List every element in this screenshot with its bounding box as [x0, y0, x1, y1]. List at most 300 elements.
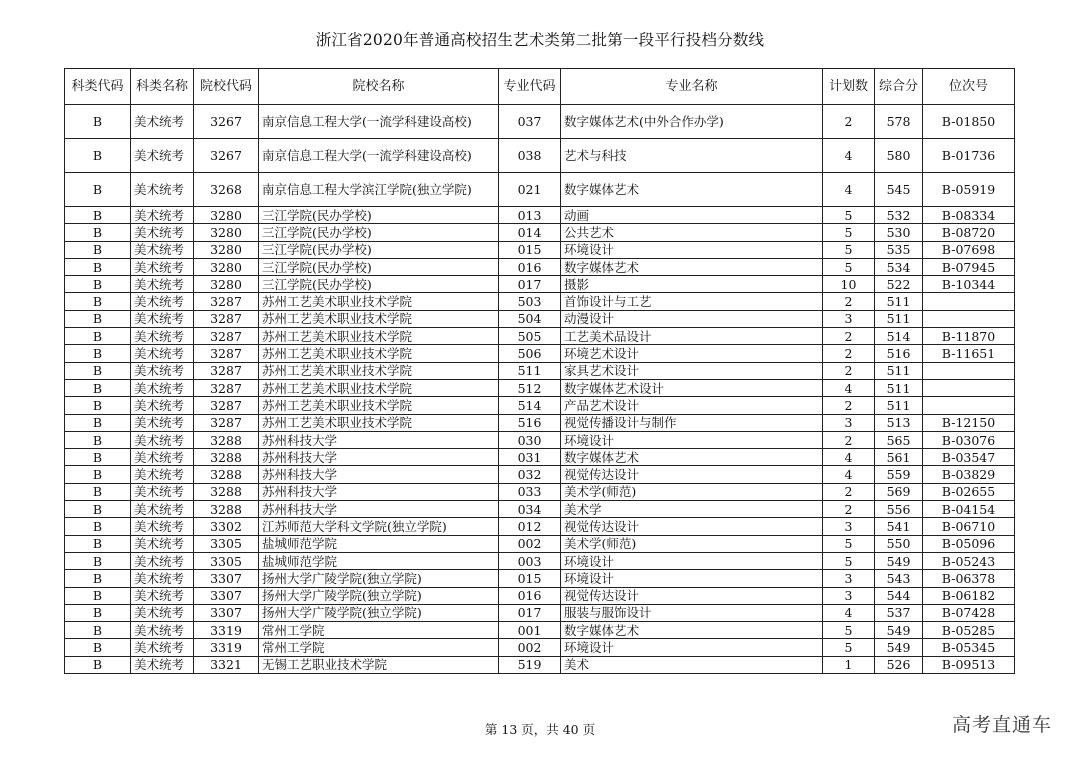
- cell-score: 511: [875, 310, 923, 327]
- cell-category-name: 美术统考: [131, 570, 194, 587]
- cell-school-name: 南京信息工程大学滨江学院(独立学院): [259, 173, 499, 207]
- cell-rank: B-12150: [923, 414, 1015, 431]
- cell-major-name: 数字媒体艺术: [561, 173, 823, 207]
- cell-school-code: 3307: [194, 570, 259, 587]
- cell-major-code: 030: [499, 431, 561, 448]
- header-category-code: 科类代码: [65, 69, 131, 105]
- cell-school-code: 3307: [194, 587, 259, 604]
- cell-plan-count: 2: [823, 293, 875, 310]
- cell-score: 578: [875, 105, 923, 139]
- cell-school-name: 南京信息工程大学(一流学科建设高校): [259, 139, 499, 173]
- cell-major-code: 016: [499, 587, 561, 604]
- cell-rank: B-06378: [923, 570, 1015, 587]
- cell-school-code: 3287: [194, 414, 259, 431]
- cell-category-code: B: [65, 362, 131, 379]
- table-row: [65, 293, 1015, 310]
- cell-plan-count: 5: [823, 535, 875, 552]
- cell-rank: B-03829: [923, 466, 1015, 483]
- cell-major-name: 首饰设计与工艺: [561, 293, 823, 310]
- cell-major-name: 艺术与科技: [561, 139, 823, 173]
- cell-school-name: 苏州工艺美术职业技术学院: [259, 310, 499, 327]
- cell-major-code: 506: [499, 345, 561, 362]
- table-row: [65, 276, 1015, 293]
- cell-major-code: 503: [499, 293, 561, 310]
- cell-rank: B-05285: [923, 622, 1015, 639]
- cell-major-name: 环境设计: [561, 431, 823, 448]
- cell-school-name: 扬州大学广陵学院(独立学院): [259, 587, 499, 604]
- cell-rank: [923, 397, 1015, 414]
- cell-major-code: 001: [499, 622, 561, 639]
- cell-category-code: B: [65, 207, 131, 224]
- cell-school-name: 苏州工艺美术职业技术学院: [259, 414, 499, 431]
- cell-plan-count: 1: [823, 656, 875, 673]
- cell-school-code: 3288: [194, 431, 259, 448]
- cell-major-code: 015: [499, 570, 561, 587]
- cell-major-name: 数字媒体艺术设计: [561, 379, 823, 396]
- cell-category-code: B: [65, 328, 131, 345]
- cell-school-code: 3280: [194, 258, 259, 275]
- admission-score-table: [64, 68, 1015, 674]
- cell-major-code: 002: [499, 535, 561, 552]
- cell-score: 569: [875, 483, 923, 500]
- cell-category-code: B: [65, 431, 131, 448]
- cell-plan-count: 4: [823, 449, 875, 466]
- cell-rank: B-10344: [923, 276, 1015, 293]
- cell-plan-count: 5: [823, 552, 875, 569]
- cell-category-code: B: [65, 345, 131, 362]
- cell-school-code: 3319: [194, 639, 259, 656]
- cell-rank: B-11870: [923, 328, 1015, 345]
- page-title: 浙江省2020年普通高校招生艺术类第二批第一段平行投档分数线: [315, 31, 765, 49]
- watermark: 高考直通车: [951, 714, 1052, 736]
- cell-score: 526: [875, 656, 923, 673]
- cell-school-code: 3287: [194, 345, 259, 362]
- cell-school-code: 3305: [194, 552, 259, 569]
- cell-plan-count: 5: [823, 241, 875, 258]
- cell-major-name: 摄影: [561, 276, 823, 293]
- cell-rank: B-08720: [923, 224, 1015, 241]
- cell-rank: B-06710: [923, 518, 1015, 535]
- cell-category-name: 美术统考: [131, 397, 194, 414]
- cell-school-code: 3287: [194, 362, 259, 379]
- cell-score: 544: [875, 587, 923, 604]
- cell-major-name: 产品艺术设计: [561, 397, 823, 414]
- cell-school-code: 3307: [194, 604, 259, 621]
- cell-plan-count: 4: [823, 173, 875, 207]
- cell-score: 545: [875, 173, 923, 207]
- cell-school-name: 盐城师范学院: [259, 535, 499, 552]
- cell-rank: B-08334: [923, 207, 1015, 224]
- cell-major-name: 公共艺术: [561, 224, 823, 241]
- cell-major-name: 工艺美术品设计: [561, 328, 823, 345]
- cell-plan-count: 2: [823, 397, 875, 414]
- cell-category-code: B: [65, 552, 131, 569]
- cell-major-name: 环境设计: [561, 241, 823, 258]
- table-row: [65, 656, 1015, 673]
- cell-rank: [923, 293, 1015, 310]
- cell-major-name: 美术: [561, 656, 823, 673]
- cell-major-code: 034: [499, 501, 561, 518]
- cell-category-name: 美术统考: [131, 258, 194, 275]
- cell-major-name: 视觉传达设计: [561, 466, 823, 483]
- cell-school-name: 三江学院(民办学校): [259, 207, 499, 224]
- cell-category-code: B: [65, 310, 131, 327]
- header-school-name: 院校名称: [259, 69, 499, 105]
- cell-major-code: 037: [499, 105, 561, 139]
- cell-school-name: 扬州大学广陵学院(独立学院): [259, 570, 499, 587]
- table-row: [65, 224, 1015, 241]
- cell-plan-count: 3: [823, 414, 875, 431]
- cell-plan-count: 4: [823, 139, 875, 173]
- table-row: [65, 414, 1015, 431]
- table-body: [65, 105, 1015, 674]
- cell-major-name: 数字媒体艺术: [561, 449, 823, 466]
- cell-category-code: B: [65, 570, 131, 587]
- cell-school-name: 苏州科技大学: [259, 483, 499, 500]
- table-row: [65, 535, 1015, 552]
- cell-category-name: 美术统考: [131, 587, 194, 604]
- cell-category-name: 美术统考: [131, 328, 194, 345]
- table-header-row: [65, 69, 1015, 105]
- cell-category-code: B: [65, 139, 131, 173]
- cell-school-code: 3280: [194, 207, 259, 224]
- cell-major-name: 动漫设计: [561, 310, 823, 327]
- cell-school-code: 3287: [194, 397, 259, 414]
- cell-plan-count: 5: [823, 207, 875, 224]
- cell-category-name: 美术统考: [131, 276, 194, 293]
- cell-school-name: 苏州工艺美术职业技术学院: [259, 362, 499, 379]
- cell-school-name: 苏州工艺美术职业技术学院: [259, 397, 499, 414]
- cell-category-name: 美术统考: [131, 466, 194, 483]
- cell-category-name: 美术统考: [131, 173, 194, 207]
- table-row: [65, 466, 1015, 483]
- cell-category-code: B: [65, 587, 131, 604]
- cell-school-name: 南京信息工程大学(一流学科建设高校): [259, 105, 499, 139]
- table-row: [65, 483, 1015, 500]
- cell-rank: B-05243: [923, 552, 1015, 569]
- cell-major-name: 家具艺术设计: [561, 362, 823, 379]
- cell-category-name: 美术统考: [131, 345, 194, 362]
- table-row: [65, 622, 1015, 639]
- cell-major-code: 504: [499, 310, 561, 327]
- cell-rank: B-06182: [923, 587, 1015, 604]
- cell-major-name: 视觉传播设计与制作: [561, 414, 823, 431]
- cell-rank: B-07698: [923, 241, 1015, 258]
- cell-major-name: 视觉传达设计: [561, 587, 823, 604]
- cell-category-name: 美术统考: [131, 483, 194, 500]
- table-row: [65, 397, 1015, 414]
- cell-score: 511: [875, 397, 923, 414]
- cell-category-name: 美术统考: [131, 414, 194, 431]
- table-row: [65, 604, 1015, 621]
- cell-category-code: B: [65, 449, 131, 466]
- cell-category-code: B: [65, 518, 131, 535]
- cell-school-name: 无锡工艺职业技术学院: [259, 656, 499, 673]
- cell-major-code: 014: [499, 224, 561, 241]
- cell-rank: [923, 379, 1015, 396]
- cell-category-code: B: [65, 535, 131, 552]
- header-major-code: 专业代码: [499, 69, 561, 105]
- cell-category-code: B: [65, 276, 131, 293]
- cell-major-code: 032: [499, 466, 561, 483]
- cell-score: 535: [875, 241, 923, 258]
- cell-score: 549: [875, 552, 923, 569]
- cell-school-name: 苏州科技大学: [259, 466, 499, 483]
- cell-major-code: 038: [499, 139, 561, 173]
- cell-school-name: 常州工学院: [259, 639, 499, 656]
- table-row: [65, 241, 1015, 258]
- cell-category-code: B: [65, 379, 131, 396]
- cell-score: 549: [875, 639, 923, 656]
- cell-major-code: 015: [499, 241, 561, 258]
- cell-school-code: 3319: [194, 622, 259, 639]
- header-score: 综合分: [875, 69, 923, 105]
- cell-score: 511: [875, 293, 923, 310]
- table-row: [65, 570, 1015, 587]
- cell-plan-count: 3: [823, 518, 875, 535]
- cell-score: 514: [875, 328, 923, 345]
- cell-plan-count: 4: [823, 379, 875, 396]
- cell-score: 565: [875, 431, 923, 448]
- cell-major-code: 012: [499, 518, 561, 535]
- cell-rank: B-03076: [923, 431, 1015, 448]
- cell-score: 532: [875, 207, 923, 224]
- cell-school-name: 苏州科技大学: [259, 431, 499, 448]
- cell-school-code: 3288: [194, 466, 259, 483]
- cell-score: 561: [875, 449, 923, 466]
- cell-score: 549: [875, 622, 923, 639]
- header-category-name: 科类名称: [131, 69, 194, 105]
- cell-major-code: 511: [499, 362, 561, 379]
- cell-plan-count: 4: [823, 604, 875, 621]
- table-row: [65, 518, 1015, 535]
- table-row: [65, 345, 1015, 362]
- table-row: [65, 501, 1015, 518]
- cell-plan-count: 4: [823, 466, 875, 483]
- header-rank: 位次号: [923, 69, 1015, 105]
- cell-major-name: 数字媒体艺术: [561, 258, 823, 275]
- cell-school-name: 苏州工艺美术职业技术学院: [259, 293, 499, 310]
- cell-school-name: 苏州科技大学: [259, 501, 499, 518]
- table-row: [65, 639, 1015, 656]
- cell-rank: [923, 362, 1015, 379]
- cell-plan-count: 2: [823, 501, 875, 518]
- cell-major-code: 514: [499, 397, 561, 414]
- cell-plan-count: 5: [823, 258, 875, 275]
- cell-major-code: 017: [499, 276, 561, 293]
- cell-school-name: 江苏师范大学科文学院(独立学院): [259, 518, 499, 535]
- cell-plan-count: 2: [823, 431, 875, 448]
- header-school-code: 院校代码: [194, 69, 259, 105]
- table-row: [65, 328, 1015, 345]
- table-row: [65, 310, 1015, 327]
- cell-score: 530: [875, 224, 923, 241]
- cell-category-name: 美术统考: [131, 139, 194, 173]
- cell-score: 516: [875, 345, 923, 362]
- cell-school-code: 3287: [194, 293, 259, 310]
- table-row: [65, 379, 1015, 396]
- cell-score: 511: [875, 379, 923, 396]
- cell-school-name: 常州工学院: [259, 622, 499, 639]
- cell-category-code: B: [65, 173, 131, 207]
- cell-category-name: 美术统考: [131, 207, 194, 224]
- cell-major-code: 519: [499, 656, 561, 673]
- cell-plan-count: 10: [823, 276, 875, 293]
- table-row: [65, 552, 1015, 569]
- cell-major-code: 505: [499, 328, 561, 345]
- cell-category-name: 美术统考: [131, 604, 194, 621]
- cell-school-code: 3287: [194, 379, 259, 396]
- cell-major-code: 013: [499, 207, 561, 224]
- cell-plan-count: 5: [823, 224, 875, 241]
- cell-category-name: 美术统考: [131, 656, 194, 673]
- cell-category-code: B: [65, 258, 131, 275]
- cell-score: 522: [875, 276, 923, 293]
- header-major-name: 专业名称: [561, 69, 823, 105]
- cell-score: 541: [875, 518, 923, 535]
- cell-school-name: 苏州科技大学: [259, 449, 499, 466]
- table-row: [65, 173, 1015, 207]
- cell-school-code: 3268: [194, 173, 259, 207]
- cell-plan-count: 2: [823, 345, 875, 362]
- cell-plan-count: 2: [823, 483, 875, 500]
- cell-plan-count: 2: [823, 105, 875, 139]
- cell-category-code: B: [65, 501, 131, 518]
- cell-category-name: 美术统考: [131, 622, 194, 639]
- cell-rank: B-07945: [923, 258, 1015, 275]
- page-number: 第 13 页，共 40 页: [484, 722, 596, 737]
- cell-major-code: 002: [499, 639, 561, 656]
- cell-school-name: 扬州大学广陵学院(独立学院): [259, 604, 499, 621]
- cell-school-code: 3288: [194, 483, 259, 500]
- cell-school-code: 3280: [194, 241, 259, 258]
- cell-score: 550: [875, 535, 923, 552]
- cell-category-code: B: [65, 483, 131, 500]
- cell-major-name: 美术学(师范): [561, 483, 823, 500]
- cell-plan-count: 2: [823, 362, 875, 379]
- cell-school-name: 三江学院(民办学校): [259, 241, 499, 258]
- cell-category-code: B: [65, 414, 131, 431]
- cell-school-name: 三江学院(民办学校): [259, 276, 499, 293]
- cell-major-name: 环境艺术设计: [561, 345, 823, 362]
- cell-plan-count: 2: [823, 328, 875, 345]
- cell-category-name: 美术统考: [131, 501, 194, 518]
- cell-rank: B-04154: [923, 501, 1015, 518]
- cell-rank: B-03547: [923, 449, 1015, 466]
- cell-category-name: 美术统考: [131, 310, 194, 327]
- table-row: [65, 431, 1015, 448]
- cell-category-name: 美术统考: [131, 518, 194, 535]
- cell-category-name: 美术统考: [131, 639, 194, 656]
- cell-major-name: 环境设计: [561, 552, 823, 569]
- cell-category-name: 美术统考: [131, 431, 194, 448]
- cell-school-name: 三江学院(民办学校): [259, 224, 499, 241]
- table-row: [65, 362, 1015, 379]
- cell-school-name: 三江学院(民办学校): [259, 258, 499, 275]
- cell-major-code: 003: [499, 552, 561, 569]
- cell-school-code: 3302: [194, 518, 259, 535]
- cell-score: 511: [875, 362, 923, 379]
- cell-plan-count: 3: [823, 310, 875, 327]
- cell-major-name: 视觉传达设计: [561, 518, 823, 535]
- cell-score: 537: [875, 604, 923, 621]
- cell-category-code: B: [65, 293, 131, 310]
- cell-school-code: 3305: [194, 535, 259, 552]
- table-row: [65, 587, 1015, 604]
- cell-plan-count: 3: [823, 570, 875, 587]
- cell-score: 543: [875, 570, 923, 587]
- cell-major-name: 美术学(师范): [561, 535, 823, 552]
- cell-school-name: 苏州工艺美术职业技术学院: [259, 379, 499, 396]
- cell-school-code: 3288: [194, 449, 259, 466]
- cell-category-code: B: [65, 622, 131, 639]
- table-row: [65, 105, 1015, 139]
- header-plan-count: 计划数: [823, 69, 875, 105]
- cell-category-code: B: [65, 639, 131, 656]
- table-row: [65, 207, 1015, 224]
- cell-rank: [923, 310, 1015, 327]
- cell-category-name: 美术统考: [131, 449, 194, 466]
- cell-score: 559: [875, 466, 923, 483]
- cell-major-name: 数字媒体艺术(中外合作办学): [561, 105, 823, 139]
- cell-major-name: 环境设计: [561, 639, 823, 656]
- cell-major-code: 033: [499, 483, 561, 500]
- cell-rank: B-01850: [923, 105, 1015, 139]
- cell-rank: B-05096: [923, 535, 1015, 552]
- cell-school-code: 3287: [194, 328, 259, 345]
- cell-category-code: B: [65, 241, 131, 258]
- cell-rank: B-02655: [923, 483, 1015, 500]
- cell-score: 513: [875, 414, 923, 431]
- cell-category-code: B: [65, 105, 131, 139]
- cell-plan-count: 3: [823, 587, 875, 604]
- table-row: [65, 449, 1015, 466]
- cell-category-code: B: [65, 224, 131, 241]
- cell-school-name: 苏州工艺美术职业技术学院: [259, 345, 499, 362]
- cell-rank: B-09513: [923, 656, 1015, 673]
- cell-major-code: 021: [499, 173, 561, 207]
- cell-score: 580: [875, 139, 923, 173]
- cell-category-code: B: [65, 466, 131, 483]
- cell-major-name: 环境设计: [561, 570, 823, 587]
- table-row: [65, 258, 1015, 275]
- cell-school-code: 3287: [194, 310, 259, 327]
- cell-category-name: 美术统考: [131, 293, 194, 310]
- cell-category-code: B: [65, 656, 131, 673]
- cell-major-code: 516: [499, 414, 561, 431]
- cell-school-code: 3280: [194, 276, 259, 293]
- cell-plan-count: 5: [823, 639, 875, 656]
- cell-category-name: 美术统考: [131, 224, 194, 241]
- cell-category-name: 美术统考: [131, 241, 194, 258]
- cell-major-name: 数字媒体艺术: [561, 622, 823, 639]
- cell-major-code: 016: [499, 258, 561, 275]
- cell-category-name: 美术统考: [131, 379, 194, 396]
- cell-major-name: 动画: [561, 207, 823, 224]
- cell-school-name: 苏州工艺美术职业技术学院: [259, 328, 499, 345]
- cell-category-code: B: [65, 397, 131, 414]
- cell-category-name: 美术统考: [131, 362, 194, 379]
- cell-school-code: 3280: [194, 224, 259, 241]
- cell-score: 534: [875, 258, 923, 275]
- cell-rank: B-07428: [923, 604, 1015, 621]
- cell-major-name: 美术学: [561, 501, 823, 518]
- cell-rank: B-01736: [923, 139, 1015, 173]
- cell-major-code: 031: [499, 449, 561, 466]
- cell-rank: B-05345: [923, 639, 1015, 656]
- cell-school-code: 3288: [194, 501, 259, 518]
- table-row: [65, 139, 1015, 173]
